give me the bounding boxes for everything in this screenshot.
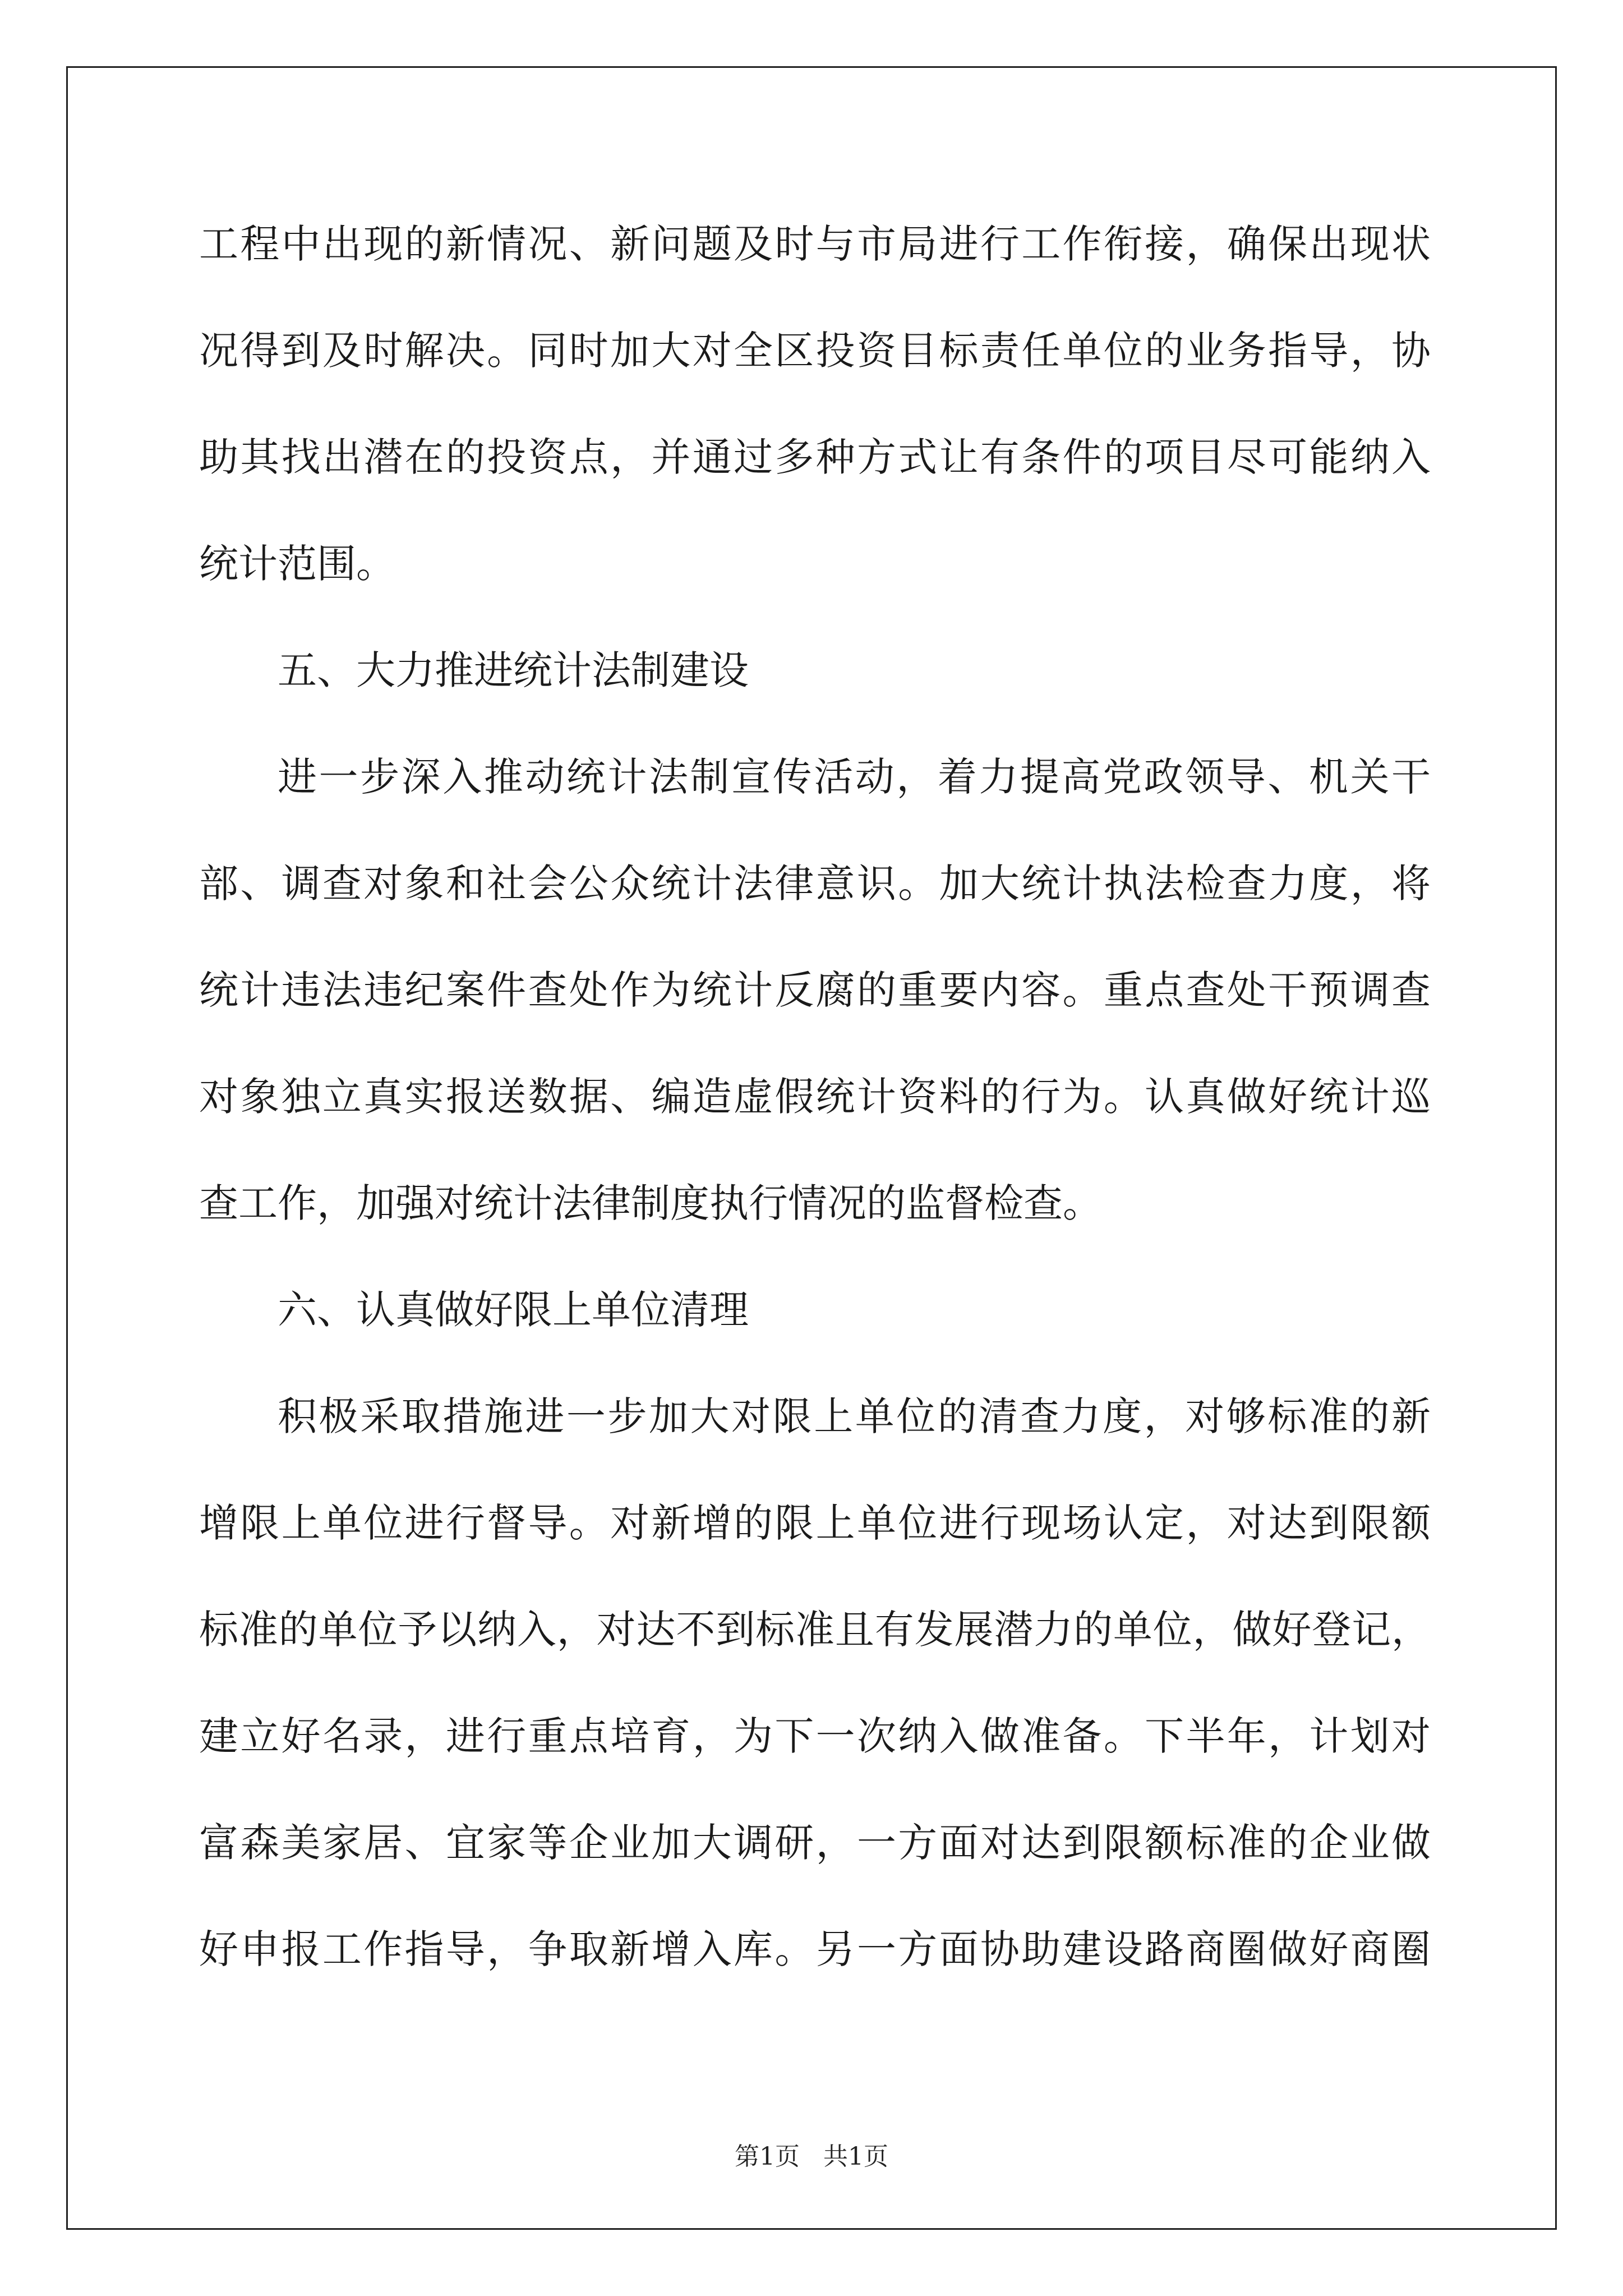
paragraph-line: 统计范围。: [199, 541, 395, 587]
paragraph-line: 标准的单位予以纳入，对达不到标准且有发展潜力的单位，做好登记，: [199, 1607, 1431, 1653]
paragraph-line: 好申报工作指导，争取新增入库。另一方面协助建设路商圈做好商圈: [199, 1926, 1431, 1972]
paragraph-line: 况得到及时解决。同时加大对全区投资目标责任单位的业务指导，协: [199, 328, 1431, 374]
section-heading: 六、认真做好限上单位清理: [278, 1287, 749, 1333]
page-border: [66, 66, 1557, 2230]
paragraph-line: 进一步深入推动统计法制宣传活动，着力提高党政领导、机关干: [278, 754, 1431, 800]
page-number: 第1页: [735, 2142, 800, 2171]
paragraph-line: 建立好名录，进行重点培育，为下一次纳入做准备。下半年，计划对: [199, 1713, 1431, 1759]
paragraph-line: 增限上单位进行督导。对新增的限上单位进行现场认定，对达到限额: [199, 1500, 1431, 1546]
page-total: 共1页: [823, 2142, 888, 2171]
paragraph-line: 统计违法违纪案件查处作为统计反腐的重要内容。重点查处干预调查: [199, 967, 1431, 1013]
paragraph-line: 助其找出潜在的投资点，并通过多种方式让有条件的项目尽可能纳入: [199, 434, 1431, 480]
paragraph-line: 工程中出现的新情况、新问题及时与市局进行工作衔接，确保出现状: [199, 221, 1431, 267]
paragraph-line: 部、调查对象和社会公众统计法律意识。加大统计执法检查力度，将: [199, 861, 1431, 907]
paragraph-line: 富森美家居、宜家等企业加大调研，一方面对达到限额标准的企业做: [199, 1820, 1431, 1866]
page-footer: [0, 2140, 1623, 2174]
paragraph-line: 对象独立真实报送数据、编造虚假统计资料的行为。认真做好统计巡: [199, 1074, 1431, 1120]
paragraph-line: 查工作，加强对统计法律制度执行情况的监督检查。: [199, 1180, 1102, 1226]
section-heading: 五、大力推进统计法制建设: [278, 647, 749, 693]
paragraph-line: 积极采取措施进一步加大对限上单位的清查力度，对够标准的新: [278, 1393, 1431, 1439]
